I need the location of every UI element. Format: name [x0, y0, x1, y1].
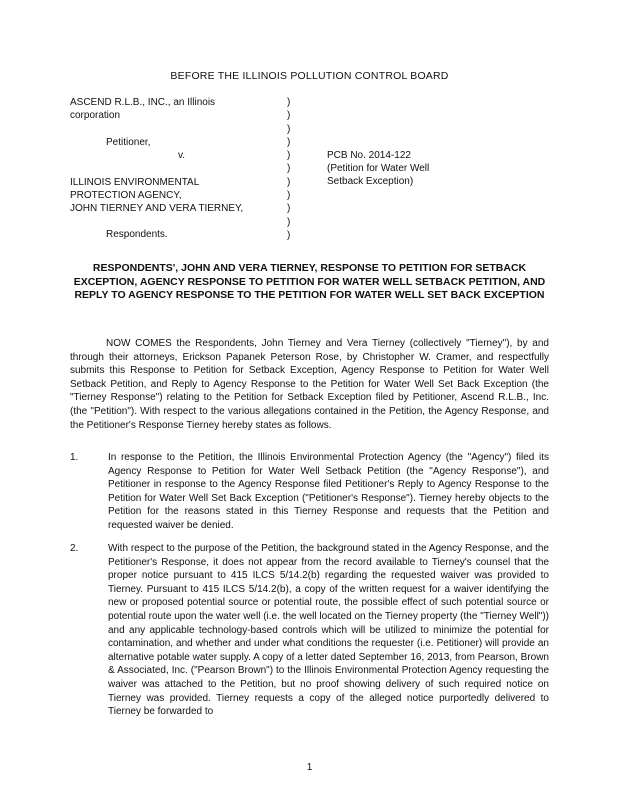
document-heading: RESPONDENTS', JOHN AND VERA TIERNEY, RESPONSE TO PETITION FOR SETBACK EXCEPTION, AGENCY RESPONSE TO PETITION FOR WATER WELL SETBACK PETITION, AND REPLY TO AGENCY RESPONSE TO THE PETITION FOR WATER WELL SET BACK EXCEPTION [73, 262, 546, 301]
item-text: With respect to the purpose of the Petition, the background stated in the Agency Response, and the Petitioner's Response, it does not appear from the record available to Tierney's counsel that the proper notice pursuant to 415 ILCS 5/14.2(b) regarding the requested waiver was provided to Tierney. Pursuant to 415 ILCS 5/14.2(b), a copy of the written request for a waiver identifying the new or proposed potential source or potential route, the possible effect of such potential source or potential route upon the water well (i.e. the well located on the Tierney property (the "Tierney Well")) and any applicable technology-based controls which will be utilized to minimize the potential for contamination, and whether and under what conditions the requester (i.e. Petitioner) will provide an alternative potable water supply. A copy of a letter dated September 16, 2013, from Pearson, Brown & Associated, Inc. ("Pearson Brown") to the Illinois Environmental Protection Agency requesting the waiver was attached to the Petition, but no proof showing delivery of such required notice on Tierney was provided. Tierney requests a copy of the alleged notice purportedly delivered to Tierney be forwarded to [108, 543, 549, 718]
numbered-item-1 [70, 451, 549, 533]
caption-paren: ) [287, 150, 291, 162]
caption-paren: ) [287, 203, 291, 215]
document-title: BEFORE THE ILLINOIS POLLUTION CONTROL BOARD [170, 70, 449, 82]
case-number: PCB No. 2014-122 [327, 150, 411, 161]
caption-petitioner-label: Petitioner, [106, 137, 151, 148]
page-number: 1 [306, 762, 313, 773]
case-description-line-2: Setback Exception) [327, 176, 414, 187]
caption-paren: ) [287, 110, 291, 122]
caption-paren: ) [287, 190, 291, 202]
caption-paren: ) [287, 229, 291, 241]
caption-respondent-line-3: JOHN TIERNEY AND VERA TIERNEY, [70, 203, 244, 214]
caption-paren: ) [287, 176, 291, 188]
caption-paren: ) [287, 136, 291, 148]
caption-parens [287, 96, 290, 242]
numbered-item-2 [70, 542, 549, 719]
item-text: In response to the Petition, the Illinois Environmental Protection Agency (the "Agency") filed its Agency Response to Petition for Water Well Setback Petition (the "Agency Response"), and Petitioner in response to the Agency Response filed Petitioner's Reply to Agency Response to the Petition for Water Well Set Back Exception ("Petitioner's Response"). Tierney hereby objects to the Petition for the reasons stated in this Tierney Response and requests that the Petition and requested waiver be denied. [108, 452, 549, 531]
item-number: 1. [70, 452, 79, 463]
caption-versus: v. [178, 150, 186, 161]
item-number: 2. [70, 543, 79, 554]
caption-paren: ) [287, 163, 291, 175]
caption-paren: ) [287, 216, 291, 228]
intro-paragraph: NOW COMES the Respondents, John Tierney and Vera Tierney (collectively "Tierney"), by and through their attorneys, Erickson Papanek Peterson Rose, by Christopher W. Cramer, and respectfully submits this Response to Petition for Setback Exception, Agency Response to Petition for Water Well Setback Petition, and Reply to Agency Response to the Petition for Water Well Set Back Exception (the "Tierney Response") relating to the Petition for Setback Exception filed by Petitioner, Ascend R.L.B., Inc. (the "Petition"). With respect to the various allegations contained in the Petition, the Agency Response, and the Petitioner's Response Tierney hereby states as follows. [70, 338, 549, 431]
case-description-line-1: (Petition for Water Well [327, 163, 430, 174]
caption-party-line-2: corporation [70, 110, 121, 121]
caption-party-line-1: ASCEND R.L.B., INC., an Illinois [70, 97, 216, 108]
caption-respondent-line-1: ILLINOIS ENVIRONMENTAL [70, 177, 200, 188]
caption-respondent-line-2: PROTECTION AGENCY, [70, 190, 182, 201]
caption-paren: ) [287, 97, 291, 108]
caption-paren: ) [287, 123, 291, 135]
caption-respondents-label: Respondents. [106, 229, 168, 240]
